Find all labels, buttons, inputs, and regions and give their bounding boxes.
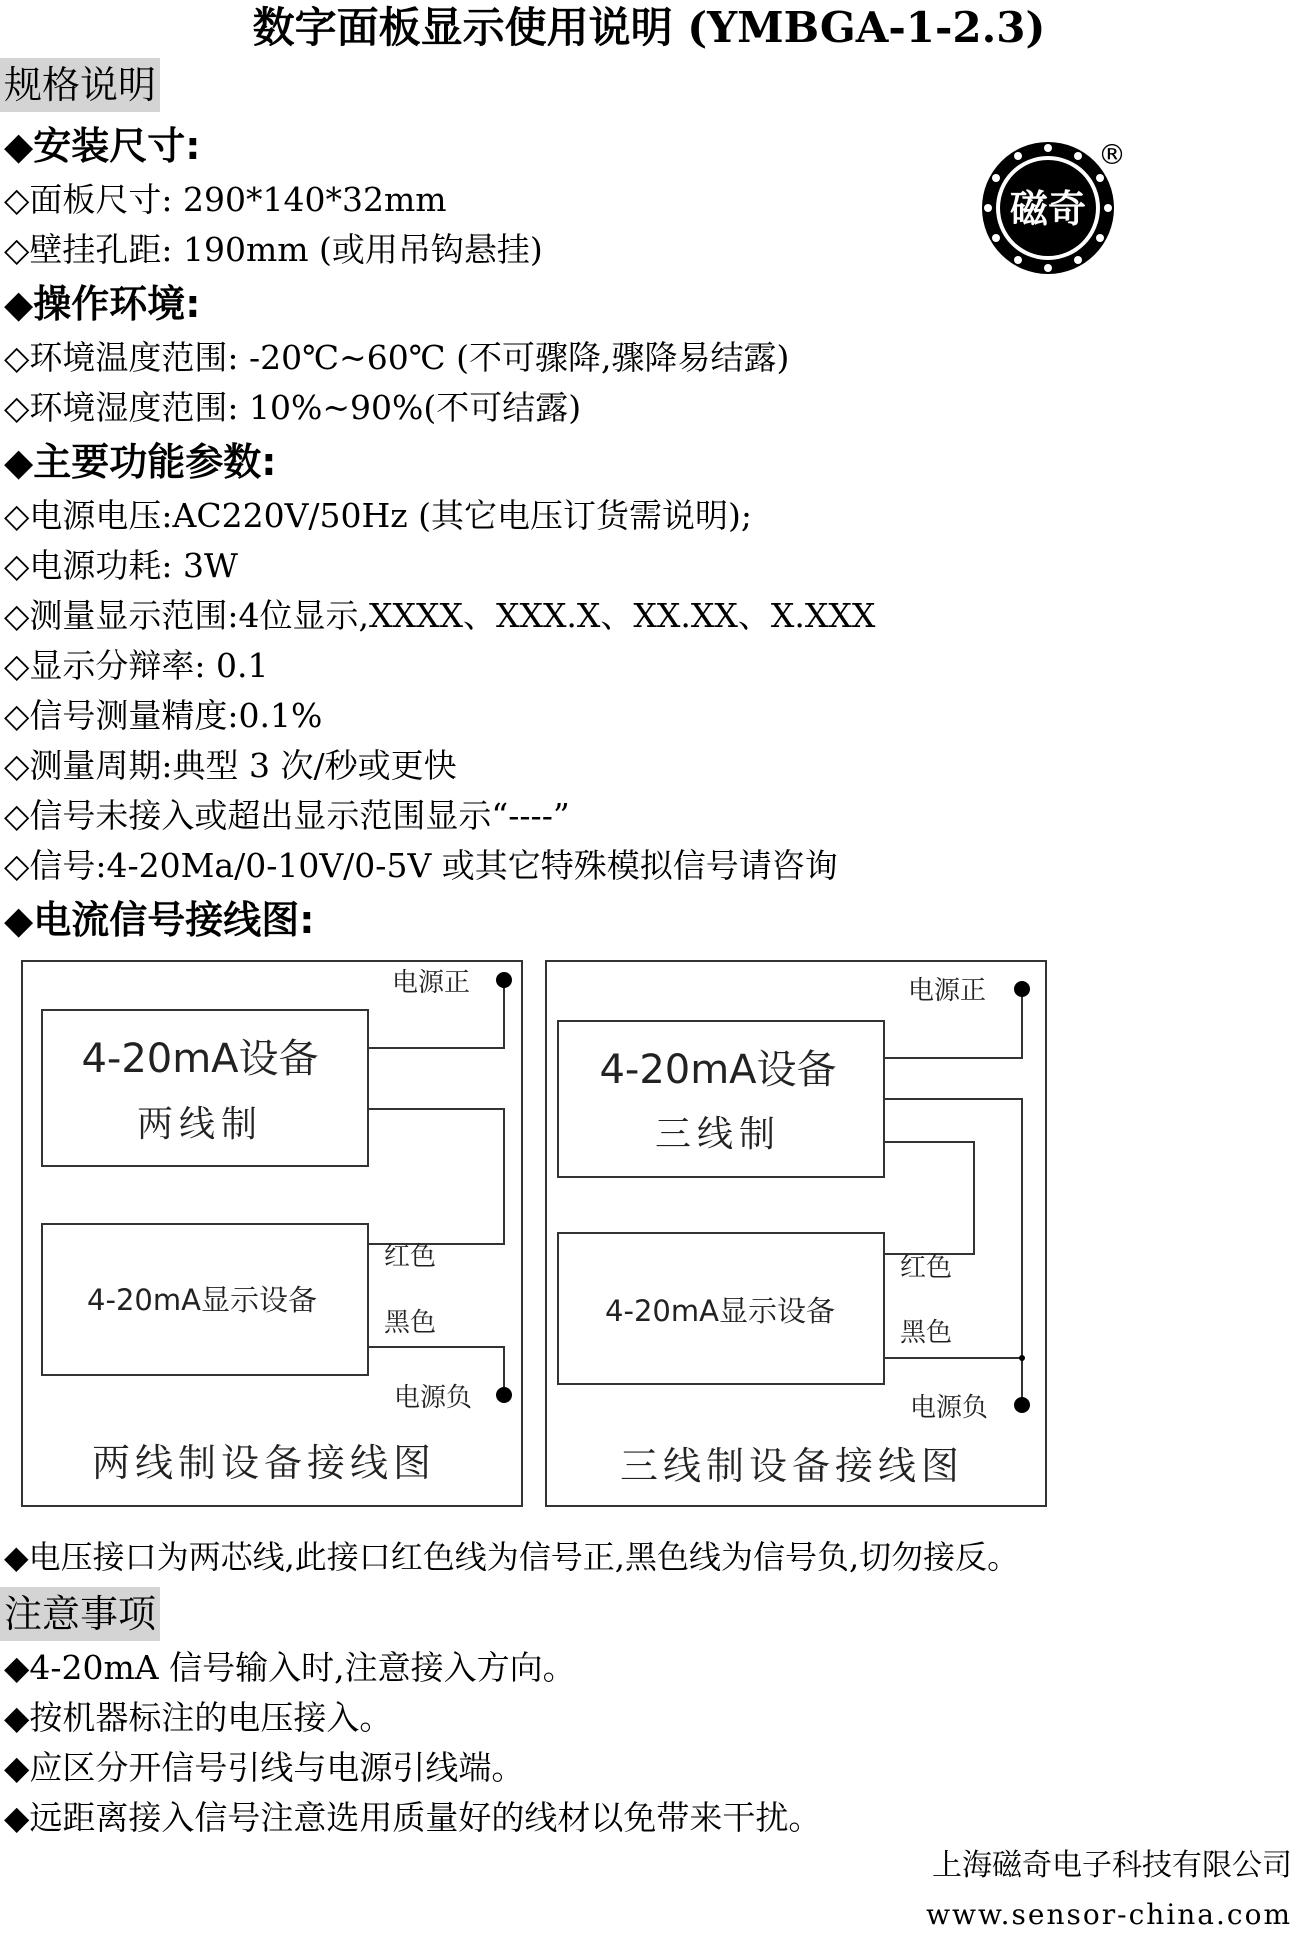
humidity-range-item: ◇环境湿度范围: 10%~90%(不可结露) bbox=[4, 388, 582, 427]
param-item: ◇测量周期:典型 3 次/秒或更快 bbox=[4, 746, 457, 785]
two-wire-terminal-neg bbox=[496, 1387, 512, 1403]
param-item: ◇电源电压:AC220V/50Hz (其它电压订货需说明); bbox=[4, 496, 753, 535]
temp-range-item: ◇环境温度范围: -20℃~60℃ (不可骤降,骤降易结露) bbox=[4, 338, 790, 377]
two-wire-terminal-pos bbox=[496, 972, 512, 988]
document-title: 数字面板显示使用说明 (YMBGA-1-2.3) bbox=[252, 3, 1046, 52]
three-wire-caption: 三线制设备接线图 bbox=[619, 1444, 965, 1488]
panel-size-item: ◇面板尺寸: 290*140*32mm bbox=[4, 180, 447, 219]
two-wire-black-label: 黑色 bbox=[384, 1308, 437, 1338]
wiring-heading: ◆电流信号接线图: bbox=[4, 898, 315, 942]
voltage-note: ◆电压接口为两芯线,此接口红色线为信号正,黑色线为信号负,切勿接反。 bbox=[4, 1538, 1020, 1576]
three-wire-power-pos-label: 电源正 bbox=[908, 976, 987, 1006]
three-wire-wire-red bbox=[884, 1142, 974, 1254]
note-item: ◆应区分开信号引线与电源引线端。 bbox=[4, 1748, 525, 1787]
registered-mark-icon: ® bbox=[1098, 138, 1126, 171]
three-wire-terminal-neg bbox=[1014, 1397, 1030, 1413]
two-wire-power-neg-label: 电源负 bbox=[394, 1383, 473, 1413]
mount-hole-item: ◇壁挂孔距: 190mm (或用吊钩悬挂) bbox=[4, 230, 543, 269]
param-item: ◇显示分辩率: 0.1 bbox=[4, 646, 269, 685]
two-wire-power-pos-label: 电源正 bbox=[392, 968, 471, 998]
param-item: ◇信号未接入或超出显示范围显示“----” bbox=[4, 796, 570, 835]
three-wire-device-label: 4-20mA设备 bbox=[599, 1047, 837, 1093]
three-wire-red-label: 红色 bbox=[900, 1253, 953, 1283]
param-item: ◇信号测量精度:0.1% bbox=[4, 696, 323, 735]
company-logo bbox=[980, 132, 1140, 282]
note-item: ◆按机器标注的电压接入。 bbox=[4, 1698, 393, 1737]
two-wire-display-label: 4-20mA显示设备 bbox=[87, 1283, 317, 1317]
two-wire-device-type: 两线制 bbox=[136, 1104, 264, 1145]
install-heading: ◆安装尺寸: bbox=[4, 124, 201, 168]
three-wire-black-label: 黑色 bbox=[900, 1318, 953, 1348]
param-item: ◇测量显示范围:4位显示,XXXX、XXX.X、XX.XX、X.XXX bbox=[4, 596, 876, 635]
note-item: ◆远距离接入信号注意选用质量好的线材以免带来干扰。 bbox=[4, 1798, 822, 1837]
company-website: www.sensor-china.com bbox=[926, 1898, 1292, 1931]
three-wire-power-neg-label: 电源负 bbox=[910, 1393, 989, 1423]
notes-section-header: 注意事项 bbox=[0, 1587, 160, 1641]
three-wire-terminal-pos bbox=[1014, 981, 1030, 997]
three-wire-device-type: 三线制 bbox=[654, 1114, 782, 1155]
note-item: ◆4-20mA 信号输入时,注意接入方向。 bbox=[4, 1648, 576, 1687]
three-wire-display-label: 4-20mA显示设备 bbox=[605, 1294, 835, 1328]
logo-text: 磁奇 bbox=[1009, 187, 1087, 231]
wiring-diagrams bbox=[0, 955, 1060, 1515]
company-name: 上海磁奇电子科技有限公司 bbox=[932, 1848, 1292, 1883]
two-wire-wire-red bbox=[368, 1109, 504, 1244]
three-wire-junction bbox=[1019, 1355, 1025, 1361]
param-item: ◇电源功耗: 3W bbox=[4, 546, 238, 585]
param-item: ◇信号:4-20Ma/0-10V/0-5V 或其它特殊模拟信号请咨询 bbox=[4, 846, 838, 885]
spec-section-header: 规格说明 bbox=[0, 58, 160, 112]
params-heading: ◆主要功能参数: bbox=[4, 440, 277, 484]
two-wire-caption: 两线制设备接线图 bbox=[91, 1441, 437, 1485]
two-wire-red-label: 红色 bbox=[384, 1242, 437, 1272]
two-wire-device-label: 4-20mA设备 bbox=[81, 1036, 319, 1082]
env-heading: ◆操作环境: bbox=[4, 282, 201, 326]
